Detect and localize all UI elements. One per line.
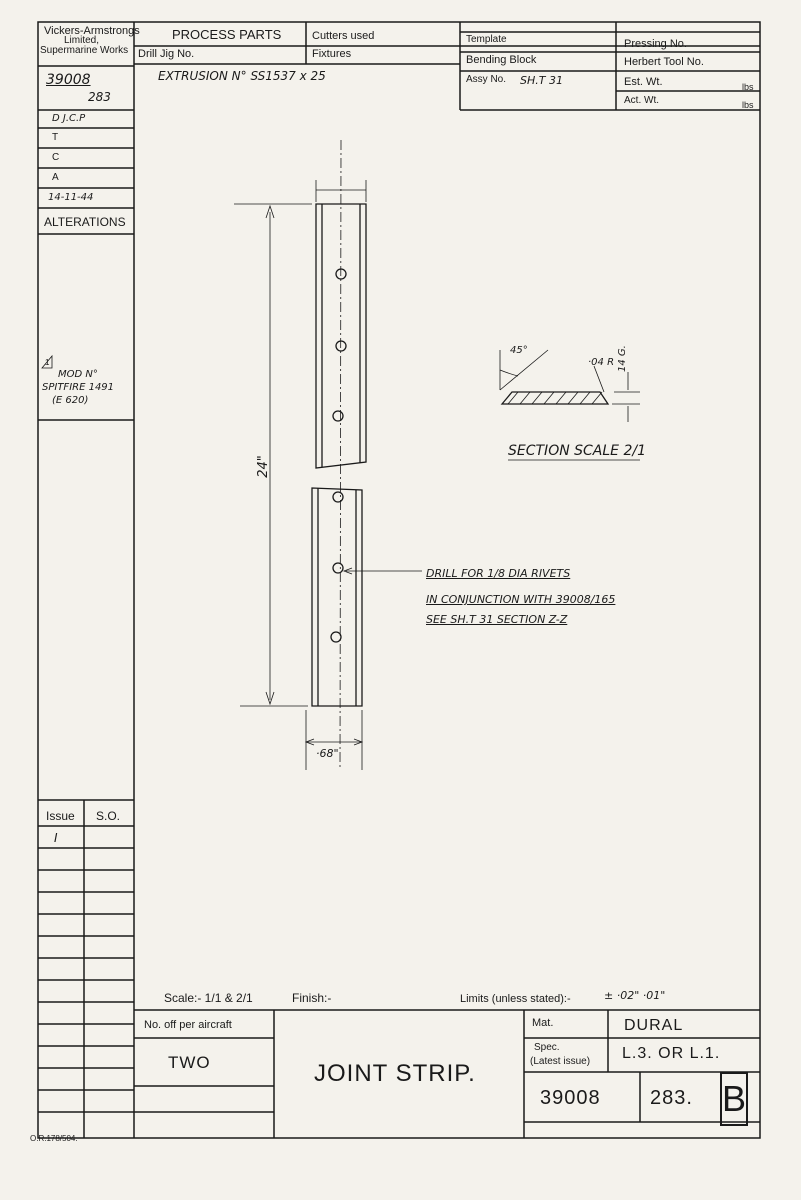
mod-line1: MOD N° [58,369,98,380]
approved-by: A [52,172,59,183]
length-dimension: 24" [255,455,271,478]
section-scale-label: SECTION SCALE 2/1 [508,443,646,459]
act-wt-label: Act. Wt. [624,95,659,106]
alterations-heading: ALTERATIONS [44,215,126,229]
off-per-aircraft-label: No. off per aircraft [144,1019,232,1031]
issue-header: Issue [46,809,75,823]
cutters-used-label: Cutters used [312,30,375,42]
template-label: Template [466,34,507,45]
issue-value: I [54,831,58,845]
limits-value: ± ·02" ·01" [604,989,666,1002]
finish-field: Finish:- [292,991,332,1005]
form-number: O.R.178/504. [30,1134,78,1143]
limits-label: Limits (unless stated):- [460,993,571,1005]
mod-line2: SPITFIRE 1491 [42,382,115,393]
spec-label: Spec. [534,1042,560,1053]
drawn-by: D J.C.P [52,113,86,124]
fixtures-label: Fixtures [312,48,352,60]
est-wt-unit: lbs [742,82,754,92]
assy-no-value: SH.T 31 [520,74,563,87]
scale-field: Scale:- 1/1 & 2/1 [164,991,253,1005]
assy-no-label: Assy No. [466,74,507,85]
date: 14-11-44 [48,192,94,203]
mod-mark: 1 [45,358,50,367]
section-thickness: 14 G. [617,345,628,372]
mod-line3: (E 620) [52,395,89,406]
company-name-line1: Vickers-Armstrongs [44,25,140,37]
bending-block-label: Bending Block [466,54,537,66]
section-radius: ·04 R [588,357,615,368]
sheet-suffix: 283. [650,1087,693,1109]
company-name-line3: Supermarine Works [40,45,129,56]
mat-label: Mat. [532,1017,554,1029]
sheet-number: 283 [88,90,111,104]
drill-note-line1: DRILL FOR 1/8 DIA RIVETS [426,567,571,580]
company-name-line2: Limited, [64,35,100,46]
pressing-no-label: Pressing No. [624,38,687,50]
est-wt-label: Est. Wt. [624,76,663,88]
width-dimension: ·68" [316,747,339,760]
herbert-tool-label: Herbert Tool No. [624,56,704,68]
mat-value: DURAL [624,1017,684,1034]
drill-jig-label: Drill Jig No. [138,48,195,60]
section-angle: 45° [510,345,528,356]
traced-by: T [52,132,59,143]
drill-note-line3: SEE SH.T 31 SECTION Z-Z [426,613,568,626]
process-parts-label: PROCESS PARTS [172,27,282,42]
revision-letter: B [720,1072,748,1126]
so-header: S.O. [96,809,121,823]
act-wt-unit: lbs [742,100,754,110]
drawing-number: 39008 [46,72,91,88]
part-title: JOINT STRIP. [314,1060,476,1087]
spec-value: L.3. OR L.1. [622,1045,721,1062]
checked-by: C [52,152,60,163]
extrusion-note: EXTRUSION N° SS1537 x 25 [158,69,326,83]
drill-note-line2: IN CONJUNCTION WITH 39008/165 [426,593,616,606]
part-number: 39008 [540,1087,601,1109]
quantity-value: TWO [168,1053,211,1072]
spec-sub-label: (Latest issue) [530,1056,591,1067]
